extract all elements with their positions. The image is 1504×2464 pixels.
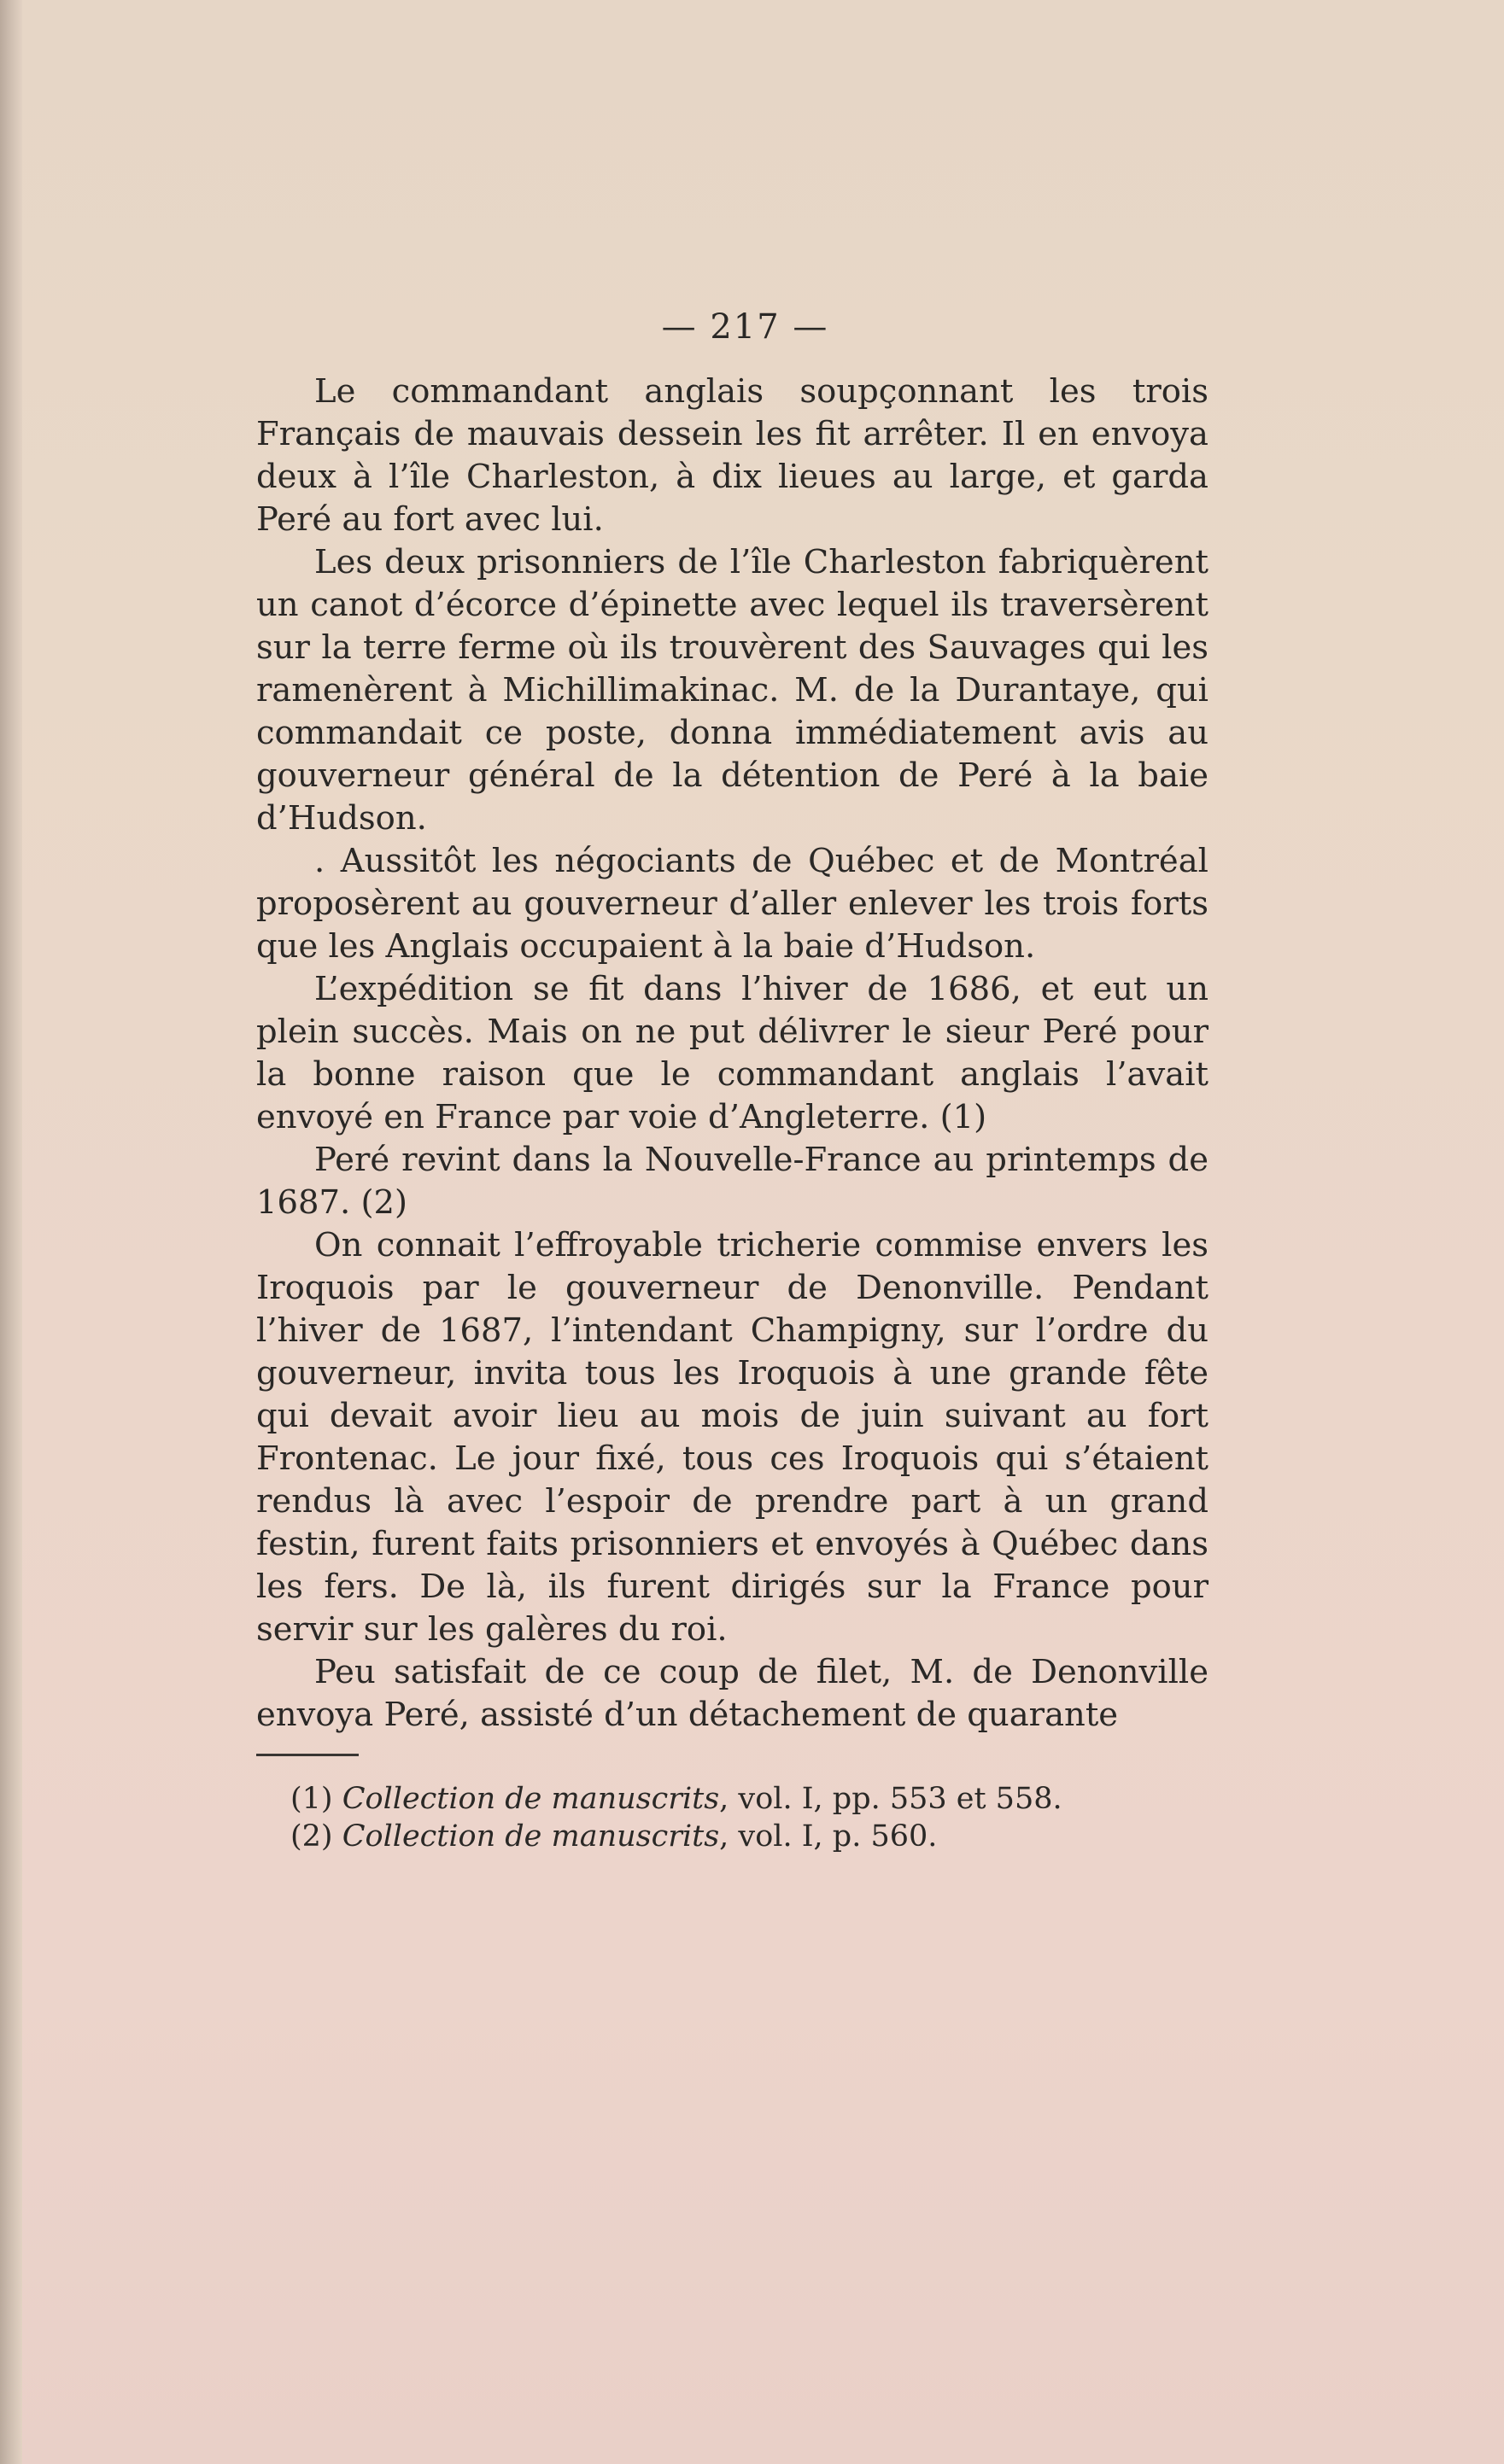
paragraph: Peré revint dans la Nouvelle-France au printemps de 1687. (2)	[256, 1141, 1208, 1222]
paragraph: On connait l’effroyable tricherie commise envers les Iroquois par le gouverneur de Denonville. Pendant l’hiver de 1687, l’intendant Champigny, sur l’ordre du gouverneur, invita tous les Iroquois à une grande fête qui devait avoir lieu au mois de juin suivant au fort Frontenac. Le jour fixé, tous ces Iroquois qui s’étaient rendus là avec l’espoir de prendre part à un grand festin, furent faits prisonniers et envoyés à Québec dans les fers. De là, ils furent dirigés sur la France pour servir sur les galères du roi.	[256, 1226, 1208, 1649]
paragraph: . Aussitôt les négociants de Québec et de Montréal proposèrent au gouverneur d’aller enlever les trois forts que les Anglais occupaient à la baie d’Hudson.	[256, 842, 1208, 966]
footnote	[256, 1818, 1208, 1855]
footnote-title: Collection de manuscrits	[342, 1782, 720, 1816]
footnote-divider	[256, 1754, 359, 1756]
book-page	[256, 307, 1208, 1855]
paragraph: Le commandant anglais soupçonnant les trois Français de mauvais dessein les fit arrêter. Il en envoya deux à l’île Charleston, à dix lieues au large, et garda Peré au fort avec lui.	[256, 372, 1208, 539]
paragraph: L’expédition se fit dans l’hiver de 1686, et eut un plein succès. Mais on ne put délivrer le sieur Peré pour la bonne raison que le commandant anglais l’avait envoyé en France par voie d’Angleterre. (1)	[256, 970, 1208, 1136]
footnote-reference: , vol. I, pp. 553 et 558.	[719, 1782, 1062, 1816]
footnotes	[256, 1780, 1208, 1855]
footnote-title: Collection de manuscrits	[342, 1819, 720, 1854]
body-text	[256, 371, 1208, 1737]
footnote-marker: (1)	[290, 1782, 333, 1816]
footnote-reference: , vol. I, p. 560.	[719, 1819, 938, 1854]
footnote	[256, 1780, 1208, 1818]
paragraph: Les deux prisonniers de l’île Charleston fabriquèrent un canot d’écorce d’épinette avec lequel ils traversèrent sur la terre ferme où ils trouvèrent des Sauvages qui les ramenèrent à Michillimakinac. M. de la Durantaye, qui commandait ce poste, donna immédiatement avis au gouverneur général de la détention de Peré à la baie d’Hudson.	[256, 543, 1208, 838]
page-number: — 217 —	[661, 307, 829, 347]
page-gutter-shadow	[0, 0, 22, 2464]
paragraph: Peu satisfait de ce coup de filet, M. de Denonville envoya Peré, assisté d’un détachement de quarante	[256, 1653, 1208, 1734]
footnote-marker: (2)	[290, 1819, 333, 1854]
